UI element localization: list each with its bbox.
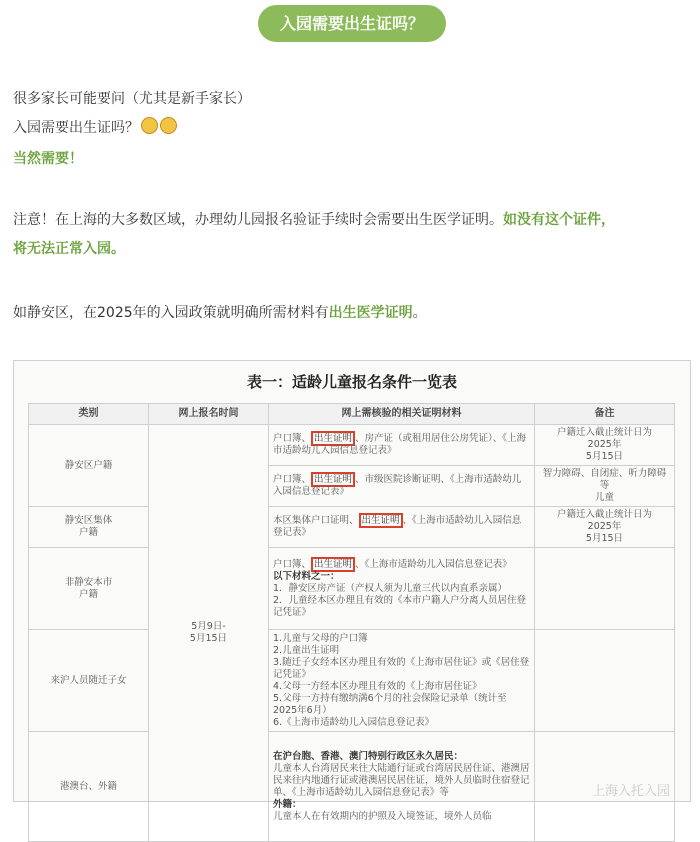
example-line: [13, 302, 427, 324]
materials-item: 3.随迁子女经本区办理且有效的《上海市居住证》或《居住登记凭证》: [273, 656, 530, 680]
materials-text: 儿童本人台湾居民来往大陆通行证或台湾居民居住证、港澳居民来往内地通行证或港澳居民居住证，境外人员临时住宿登记单、《上海市适龄幼儿入园信息登记表》等: [273, 762, 530, 798]
example-text: 如静安区，在2025年的入园政策就明确所需材料有: [13, 305, 329, 321]
materials-item: 1.儿童与父母的户口簿: [273, 632, 368, 644]
intro-line-2-text: 入园需要出生证吗？: [13, 120, 139, 136]
eligibility-table: [28, 403, 675, 842]
materials-text: 、房产证（或租用居住公房凭证）、《上海市适龄幼儿入园信息登记表》: [273, 433, 527, 456]
materials-item: 4.父母一方经本区办理且有效的《上海市居住证》: [273, 680, 482, 692]
category-cell: 静安区户籍: [29, 425, 149, 507]
header-materials: 网上需核验的相关证明材料: [269, 404, 535, 425]
example-emphasis: 出生医学证明: [328, 305, 413, 321]
table-row: [29, 630, 675, 732]
materials-item: 6.《上海市适龄幼儿入园信息登记表》: [273, 716, 435, 728]
materials-cell: [269, 425, 535, 466]
table-row: [29, 548, 675, 630]
policy-document-image: [13, 360, 691, 822]
table-row: [29, 425, 675, 466]
materials-cell: [269, 732, 535, 842]
thinking-emoji-icon: [160, 117, 177, 134]
table-row: [29, 507, 675, 548]
materials-text: 、《上海市适龄幼儿入园信息登记表》: [355, 558, 512, 570]
materials-cell: [269, 507, 535, 548]
thinking-emoji-icon: [141, 117, 158, 134]
materials-text: 户口簿、: [273, 474, 312, 485]
materials-subheading: 在沪台胞、香港、澳门特别行政区永久居民：: [273, 750, 464, 762]
document-title: 表一：适龄儿童报名条件一览表: [246, 373, 457, 391]
header-category: 类别: [29, 404, 149, 425]
example-suffix: 。: [412, 305, 427, 321]
table-header-row: [29, 404, 675, 425]
category-cell: 静安区集体 户籍: [29, 507, 149, 548]
intro-line-2: [13, 117, 177, 139]
birth-certificate-highlight: 出生证明: [311, 431, 355, 446]
materials-text: 、市级医院诊断证明、《上海市适龄幼儿入园信息登记表》: [273, 474, 522, 497]
materials-item: 2.儿童出生证明: [273, 644, 340, 656]
section-title-pill: 入园需要出生证吗？: [258, 5, 446, 42]
header-time: 网上报名时间: [149, 404, 269, 425]
time-cell: 5月9日- 5月15日: [149, 425, 269, 842]
materials-item: 5.父母一方持有缴纳满6个月的社会保险记录单（统计至2025年6月）: [273, 692, 507, 716]
materials-subheading: 以下材料之一：: [273, 570, 340, 582]
materials-text: 儿童本人在有效期内的护照及入境签证，境外人员临: [273, 810, 492, 822]
note-text: 注意！在上海的大多数区域，办理幼儿园报名验证手续时会需要出生医学证明。: [13, 212, 503, 228]
birth-certificate-highlight: 出生证明: [359, 513, 403, 528]
materials-cell: [269, 630, 535, 732]
table-row: [29, 732, 675, 842]
materials-text: 、《上海市适龄幼儿入园信息登记表》: [273, 515, 522, 538]
watermark: 上海入托入园: [591, 784, 670, 799]
notes-cell: 户籍迁入截止统计日为 2025年 5月15日: [535, 425, 675, 466]
note-emphasis-1: 如没有这个证件，: [503, 212, 615, 228]
birth-certificate-highlight: 出生证明: [311, 557, 355, 572]
note-emphasis-2: 将无法正常入园。: [13, 241, 125, 257]
notes-cell: [535, 548, 675, 630]
materials-text: 本区集体户口证明、: [273, 515, 359, 526]
category-cell: 港澳台、外籍: [29, 732, 149, 842]
materials-text: 户口簿、: [273, 558, 312, 570]
intro-line-1: 很多家长可能要问（尤其是新手家长）: [13, 91, 251, 107]
materials-item: 1．静安区房产证（产权人须为儿童三代以内直系亲属）: [273, 582, 508, 594]
category-cell: 来沪人员随迁子女: [29, 630, 149, 732]
materials-text: 户口簿、: [273, 433, 312, 444]
header-notes: 备注: [535, 404, 675, 425]
materials-cell: [269, 548, 535, 630]
materials-item: 2．儿童经本区办理且有效的《本市户籍人户分离人员居住登记凭证》: [273, 594, 527, 618]
notes-cell: [535, 630, 675, 732]
notes-cell: 户籍迁入截止统计日为 2025年 5月15日: [535, 507, 675, 548]
answer-text: 当然需要！: [13, 151, 83, 167]
birth-certificate-highlight: 出生证明: [311, 472, 355, 487]
note-line-1: [13, 209, 615, 231]
materials-subheading: 外籍：: [273, 798, 302, 810]
materials-cell: [269, 466, 535, 507]
notes-cell: 智力障碍、自闭症、听力障碍等 儿童: [535, 466, 675, 507]
category-cell: 非静安本市 户籍: [29, 548, 149, 630]
